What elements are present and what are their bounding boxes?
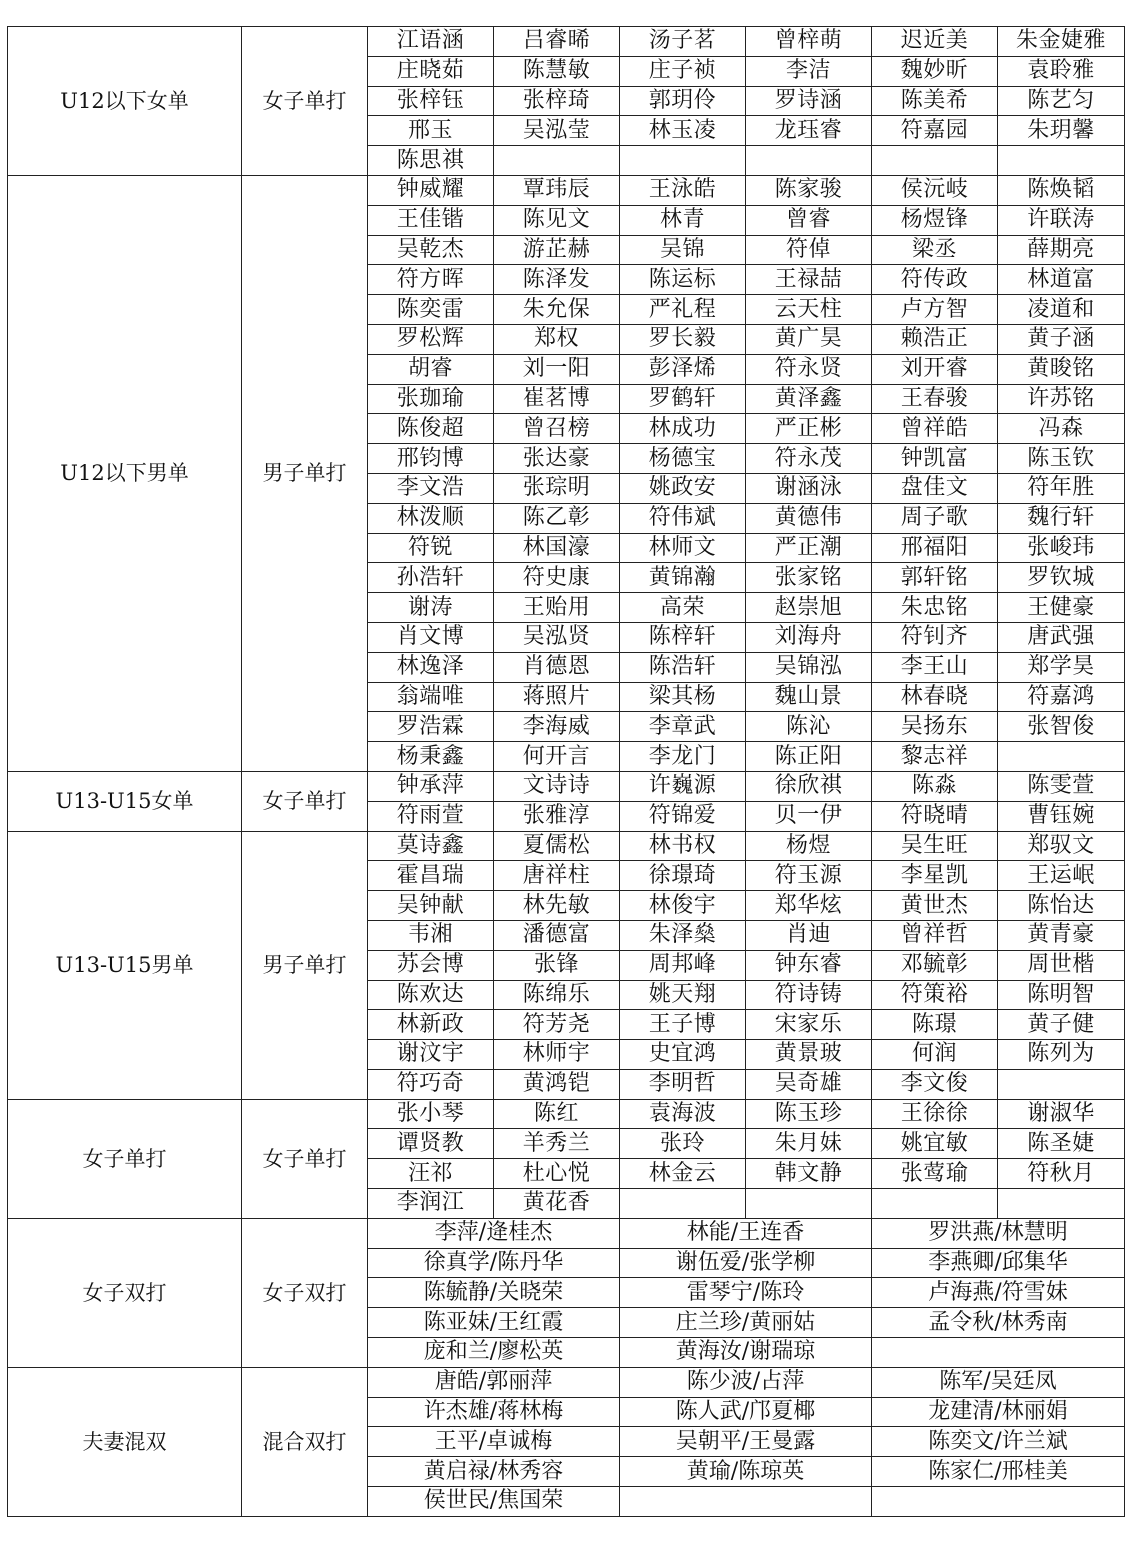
event-label: 混合双打 xyxy=(242,1367,368,1516)
player-cell: 林成功 xyxy=(620,414,746,444)
player-cell xyxy=(872,146,998,176)
event-label: 女子双打 xyxy=(242,1218,368,1367)
player-cell: 卢方智 xyxy=(872,295,998,325)
player-cell: 李王山 xyxy=(872,652,998,682)
player-cell: 周子歌 xyxy=(872,503,998,533)
pair-cell: 李燕卿/邱集华 xyxy=(872,1248,1125,1278)
player-cell: 黎志祥 xyxy=(872,742,998,772)
player-cell: 吴泓莹 xyxy=(494,116,620,146)
player-cell: 姚天翔 xyxy=(620,980,746,1010)
player-cell: 杨秉鑫 xyxy=(368,742,494,772)
pair-cell: 陈军/吴廷凤 xyxy=(872,1367,1125,1397)
player-cell: 林春晓 xyxy=(872,682,998,712)
player-cell: 张家铭 xyxy=(746,563,872,593)
player-cell: 陈艺匀 xyxy=(998,86,1125,116)
player-cell: 李洁 xyxy=(746,56,872,86)
group-label: 女子双打 xyxy=(8,1218,242,1367)
pair-cell: 陈亚妹/王红霞 xyxy=(368,1308,620,1338)
player-cell: 肖迪 xyxy=(746,920,872,950)
player-cell: 郑学昊 xyxy=(998,652,1125,682)
player-cell: 陈俊超 xyxy=(368,414,494,444)
player-cell: 谢涵泳 xyxy=(746,473,872,503)
player-cell: 陈思祺 xyxy=(368,146,494,176)
player-cell: 陈明智 xyxy=(998,980,1125,1010)
pair-cell: 李萍/逄桂杰 xyxy=(368,1218,620,1248)
player-cell: 陈美希 xyxy=(872,86,998,116)
player-cell: 林国濠 xyxy=(494,533,620,563)
player-cell: 郑华炫 xyxy=(746,891,872,921)
pair-cell: 陈毓静/关晓荣 xyxy=(368,1278,620,1308)
player-cell: 杨煜 xyxy=(746,831,872,861)
player-cell: 李文浩 xyxy=(368,473,494,503)
player-cell: 陈乙彰 xyxy=(494,503,620,533)
pair-cell: 罗洪燕/林慧明 xyxy=(872,1218,1125,1248)
player-cell: 梁其杨 xyxy=(620,682,746,712)
pair-cell: 陈人武/邝夏椰 xyxy=(620,1397,872,1427)
player-cell: 朱月妹 xyxy=(746,1129,872,1159)
player-cell: 李章武 xyxy=(620,712,746,742)
pair-cell: 林能/王连香 xyxy=(620,1218,872,1248)
player-cell: 符秋月 xyxy=(998,1159,1125,1189)
player-cell: 符嘉园 xyxy=(872,116,998,146)
event-label: 女子单打 xyxy=(242,771,368,831)
player-cell: 林师宇 xyxy=(494,1040,620,1070)
player-cell: 邓毓彰 xyxy=(872,950,998,980)
player-cell xyxy=(998,1189,1125,1219)
group-label: U13-U15男单 xyxy=(8,831,242,1099)
player-cell: 王子博 xyxy=(620,1010,746,1040)
player-cell: 韩文静 xyxy=(746,1159,872,1189)
player-cell: 张琮明 xyxy=(494,473,620,503)
player-cell: 黄景玻 xyxy=(746,1040,872,1070)
player-cell: 黄锦瀚 xyxy=(620,563,746,593)
player-cell: 张玲 xyxy=(620,1129,746,1159)
player-cell: 严礼程 xyxy=(620,295,746,325)
player-cell: 陈璟 xyxy=(872,1010,998,1040)
player-cell: 唐武强 xyxy=(998,622,1125,652)
event-label: 女子单打 xyxy=(242,1099,368,1218)
player-cell: 唐祥柱 xyxy=(494,861,620,891)
player-cell: 陈欢达 xyxy=(368,980,494,1010)
player-cell: 张莺瑜 xyxy=(872,1159,998,1189)
player-cell: 符巧奇 xyxy=(368,1069,494,1099)
roster-body xyxy=(8,27,1125,1517)
player-cell: 林先敏 xyxy=(494,891,620,921)
player-cell xyxy=(998,1069,1125,1099)
player-cell: 梁丞 xyxy=(872,235,998,265)
pair-cell: 孟令秋/林秀南 xyxy=(872,1308,1125,1338)
player-cell: 胡睿 xyxy=(368,354,494,384)
player-cell: 陈沁 xyxy=(746,712,872,742)
pair-cell xyxy=(620,1487,872,1517)
player-cell: 符传政 xyxy=(872,265,998,295)
player-cell: 盘佳文 xyxy=(872,473,998,503)
pair-cell: 唐皓/郭丽萍 xyxy=(368,1367,620,1397)
player-cell: 黄花香 xyxy=(494,1189,620,1219)
player-cell: 徐欣祺 xyxy=(746,771,872,801)
table-row xyxy=(8,831,1125,861)
player-cell: 庄子祯 xyxy=(620,56,746,86)
player-cell: 谢汶宇 xyxy=(368,1040,494,1070)
player-cell: 夏儒松 xyxy=(494,831,620,861)
player-cell: 黄鸿铠 xyxy=(494,1069,620,1099)
pair-cell xyxy=(872,1487,1125,1517)
player-cell: 曾祥皓 xyxy=(872,414,998,444)
player-cell: 高荣 xyxy=(620,593,746,623)
player-cell: 邢钧博 xyxy=(368,444,494,474)
player-cell: 邢福阳 xyxy=(872,533,998,563)
player-cell: 许巍源 xyxy=(620,771,746,801)
player-cell: 冯森 xyxy=(998,414,1125,444)
player-cell: 郭玥伶 xyxy=(620,86,746,116)
player-cell: 符晓晴 xyxy=(872,801,998,831)
pair-cell: 庄兰珍/黄丽姑 xyxy=(620,1308,872,1338)
player-cell: 黄广昊 xyxy=(746,324,872,354)
player-cell: 李润江 xyxy=(368,1189,494,1219)
player-cell: 彭泽烯 xyxy=(620,354,746,384)
player-cell: 陈慧敏 xyxy=(494,56,620,86)
player-cell: 李星凯 xyxy=(872,861,998,891)
player-cell: 符倬 xyxy=(746,235,872,265)
player-cell: 吕睿晞 xyxy=(494,27,620,57)
player-cell: 袁海波 xyxy=(620,1099,746,1129)
player-cell: 吴奇雄 xyxy=(746,1069,872,1099)
player-cell: 张智俊 xyxy=(998,712,1125,742)
pair-cell: 黄海汝/谢瑞琼 xyxy=(620,1338,872,1368)
player-cell: 陈焕韬 xyxy=(998,175,1125,205)
player-cell: 翁端唯 xyxy=(368,682,494,712)
player-cell: 杨德宝 xyxy=(620,444,746,474)
pair-cell: 龙建清/林丽娟 xyxy=(872,1397,1125,1427)
table-row xyxy=(8,27,1125,57)
player-cell: 黄世杰 xyxy=(872,891,998,921)
group-label: U13-U15女单 xyxy=(8,771,242,831)
player-cell: 林逸泽 xyxy=(368,652,494,682)
player-cell: 张小琴 xyxy=(368,1099,494,1129)
player-cell: 钟凯富 xyxy=(872,444,998,474)
pair-cell: 黄瑜/陈琼英 xyxy=(620,1457,872,1487)
player-cell: 何开言 xyxy=(494,742,620,772)
player-cell: 符雨萱 xyxy=(368,801,494,831)
event-label: 女子单打 xyxy=(242,27,368,176)
player-cell: 符芳尧 xyxy=(494,1010,620,1040)
player-cell: 吴泓贤 xyxy=(494,622,620,652)
player-cell: 庄晓茹 xyxy=(368,56,494,86)
player-cell: 林泼顺 xyxy=(368,503,494,533)
player-cell: 赖浩正 xyxy=(872,324,998,354)
player-cell: 江语涵 xyxy=(368,27,494,57)
table-row xyxy=(8,1099,1125,1129)
player-cell xyxy=(620,1189,746,1219)
player-cell: 符钊齐 xyxy=(872,622,998,652)
player-cell: 姚宜敏 xyxy=(872,1129,998,1159)
player-cell: 陈淼 xyxy=(872,771,998,801)
player-cell: 吴锦泓 xyxy=(746,652,872,682)
player-cell: 许联涛 xyxy=(998,205,1125,235)
player-cell: 李海威 xyxy=(494,712,620,742)
player-cell: 黄泽鑫 xyxy=(746,384,872,414)
pair-cell: 雷琴宁/陈玲 xyxy=(620,1278,872,1308)
pair-cell: 陈家仁/邢桂美 xyxy=(872,1457,1125,1487)
player-cell: 魏行轩 xyxy=(998,503,1125,533)
player-cell: 云天柱 xyxy=(746,295,872,325)
player-cell: 史宜鸿 xyxy=(620,1040,746,1070)
player-cell: 游芷赫 xyxy=(494,235,620,265)
player-cell: 崔茗博 xyxy=(494,384,620,414)
player-cell: 符锐 xyxy=(368,533,494,563)
player-cell: 陈浩轩 xyxy=(620,652,746,682)
player-cell xyxy=(746,146,872,176)
player-cell: 孙浩轩 xyxy=(368,563,494,593)
pair-cell: 卢海燕/符雪妹 xyxy=(872,1278,1125,1308)
player-cell: 符策裕 xyxy=(872,980,998,1010)
player-cell: 张雅淳 xyxy=(494,801,620,831)
player-cell: 姚政安 xyxy=(620,473,746,503)
player-cell: 王佳锴 xyxy=(368,205,494,235)
player-cell: 曹钰婉 xyxy=(998,801,1125,831)
player-cell: 张梓琦 xyxy=(494,86,620,116)
player-cell: 陈玉珍 xyxy=(746,1099,872,1129)
player-cell: 符年胜 xyxy=(998,473,1125,503)
pair-cell: 吴朝平/王曼露 xyxy=(620,1427,872,1457)
player-cell: 刘海舟 xyxy=(746,622,872,652)
player-cell: 汤子茗 xyxy=(620,27,746,57)
player-cell: 宋家乐 xyxy=(746,1010,872,1040)
player-cell: 罗诗涵 xyxy=(746,86,872,116)
player-cell: 陈泽发 xyxy=(494,265,620,295)
player-cell: 符嘉鸿 xyxy=(998,682,1125,712)
player-cell: 汪祁 xyxy=(368,1159,494,1189)
player-cell: 林师文 xyxy=(620,533,746,563)
table-row xyxy=(8,1218,1125,1248)
event-label: 男子单打 xyxy=(242,831,368,1099)
player-cell: 陈绵乐 xyxy=(494,980,620,1010)
player-cell: 王运岷 xyxy=(998,861,1125,891)
player-cell: 符永茂 xyxy=(746,444,872,474)
player-cell: 林新政 xyxy=(368,1010,494,1040)
player-cell: 林道富 xyxy=(998,265,1125,295)
player-cell: 龙珏睿 xyxy=(746,116,872,146)
player-cell: 王徐徐 xyxy=(872,1099,998,1129)
player-cell: 符玉源 xyxy=(746,861,872,891)
player-cell: 苏会博 xyxy=(368,950,494,980)
player-cell: 张锋 xyxy=(494,950,620,980)
player-cell: 黄子健 xyxy=(998,1010,1125,1040)
pair-cell: 王平/卓诚梅 xyxy=(368,1427,620,1457)
player-cell: 罗松辉 xyxy=(368,324,494,354)
player-cell xyxy=(872,1189,998,1219)
player-cell: 林玉凌 xyxy=(620,116,746,146)
event-label: 男子单打 xyxy=(242,175,368,771)
player-cell: 迟近美 xyxy=(872,27,998,57)
player-cell: 郑权 xyxy=(494,324,620,354)
group-label: U12以下男单 xyxy=(8,175,242,771)
player-cell: 吴生旺 xyxy=(872,831,998,861)
pair-cell: 谢伍爱/张学柳 xyxy=(620,1248,872,1278)
player-cell: 羊秀兰 xyxy=(494,1129,620,1159)
player-cell: 严正潮 xyxy=(746,533,872,563)
player-cell: 罗钦城 xyxy=(998,563,1125,593)
player-cell: 吴钟献 xyxy=(368,891,494,921)
pair-cell: 黄启禄/林秀容 xyxy=(368,1457,620,1487)
player-cell: 郑驭文 xyxy=(998,831,1125,861)
player-cell: 蒋照片 xyxy=(494,682,620,712)
player-cell: 肖文博 xyxy=(368,622,494,652)
player-cell: 袁聆雅 xyxy=(998,56,1125,86)
player-cell: 朱金婕雅 xyxy=(998,27,1125,57)
group-label: 夫妻混双 xyxy=(8,1367,242,1516)
pair-cell: 侯世民/焦国荣 xyxy=(368,1487,620,1517)
player-cell: 张峻玮 xyxy=(998,533,1125,563)
player-cell: 霍昌瑞 xyxy=(368,861,494,891)
player-cell: 朱允保 xyxy=(494,295,620,325)
group-label: U12以下女单 xyxy=(8,27,242,176)
player-cell: 魏山景 xyxy=(746,682,872,712)
player-cell: 李明哲 xyxy=(620,1069,746,1099)
player-cell: 黄德伟 xyxy=(746,503,872,533)
player-cell: 黄青豪 xyxy=(998,920,1125,950)
player-cell: 罗长毅 xyxy=(620,324,746,354)
player-cell: 符锦爱 xyxy=(620,801,746,831)
player-cell: 陈怡达 xyxy=(998,891,1125,921)
player-cell xyxy=(998,146,1125,176)
player-cell: 周世楷 xyxy=(998,950,1125,980)
player-cell: 陈见文 xyxy=(494,205,620,235)
player-cell: 凌道和 xyxy=(998,295,1125,325)
player-cell: 陈家骏 xyxy=(746,175,872,205)
table-row xyxy=(8,175,1125,205)
player-cell: 肖德恩 xyxy=(494,652,620,682)
player-cell: 黄子涵 xyxy=(998,324,1125,354)
player-cell: 曾祥哲 xyxy=(872,920,998,950)
player-cell: 周邦峰 xyxy=(620,950,746,980)
roster-table xyxy=(7,26,1125,1517)
player-cell: 王禄喆 xyxy=(746,265,872,295)
player-cell: 文诗诗 xyxy=(494,771,620,801)
player-cell xyxy=(620,146,746,176)
pair-cell: 陈少波/占萍 xyxy=(620,1367,872,1397)
player-cell xyxy=(494,146,620,176)
player-cell: 陈正阳 xyxy=(746,742,872,772)
player-cell: 陈运标 xyxy=(620,265,746,295)
player-cell: 邢玉 xyxy=(368,116,494,146)
player-cell: 黄晙铭 xyxy=(998,354,1125,384)
player-cell: 谢淑华 xyxy=(998,1099,1125,1129)
player-cell: 吴锦 xyxy=(620,235,746,265)
player-cell: 张梓钰 xyxy=(368,86,494,116)
player-cell: 韦湘 xyxy=(368,920,494,950)
player-cell: 谭贤教 xyxy=(368,1129,494,1159)
player-cell: 陈梓轩 xyxy=(620,622,746,652)
player-cell: 侯沅岐 xyxy=(872,175,998,205)
player-cell xyxy=(998,742,1125,772)
player-cell: 王春骏 xyxy=(872,384,998,414)
player-cell: 林青 xyxy=(620,205,746,235)
player-cell: 贝一伊 xyxy=(746,801,872,831)
player-cell: 朱泽燊 xyxy=(620,920,746,950)
player-cell: 曾睿 xyxy=(746,205,872,235)
player-cell: 王健豪 xyxy=(998,593,1125,623)
player-cell: 陈玉钦 xyxy=(998,444,1125,474)
player-cell: 许苏铭 xyxy=(998,384,1125,414)
player-cell: 魏妙昕 xyxy=(872,56,998,86)
player-cell: 符伟斌 xyxy=(620,503,746,533)
player-cell: 罗浩霖 xyxy=(368,712,494,742)
player-cell: 吴扬东 xyxy=(872,712,998,742)
pair-cell: 徐真学/陈丹华 xyxy=(368,1248,620,1278)
player-cell: 朱忠铭 xyxy=(872,593,998,623)
pair-cell xyxy=(872,1338,1125,1368)
player-cell: 符史康 xyxy=(494,563,620,593)
player-cell: 钟承萍 xyxy=(368,771,494,801)
player-cell: 符诗铸 xyxy=(746,980,872,1010)
player-cell: 覃玮辰 xyxy=(494,175,620,205)
player-cell xyxy=(746,1189,872,1219)
player-cell: 赵崇旭 xyxy=(746,593,872,623)
player-cell: 林俊宇 xyxy=(620,891,746,921)
player-cell: 薛期亮 xyxy=(998,235,1125,265)
group-label: 女子单打 xyxy=(8,1099,242,1218)
player-cell: 林书权 xyxy=(620,831,746,861)
player-cell: 林金云 xyxy=(620,1159,746,1189)
pair-cell: 陈奕文/许兰斌 xyxy=(872,1427,1125,1457)
player-cell: 陈圣婕 xyxy=(998,1129,1125,1159)
player-cell: 罗鹤轩 xyxy=(620,384,746,414)
table-row xyxy=(8,771,1125,801)
player-cell: 张珈瑜 xyxy=(368,384,494,414)
player-cell: 谢涛 xyxy=(368,593,494,623)
player-cell: 朱玥馨 xyxy=(998,116,1125,146)
player-cell: 杨煜锋 xyxy=(872,205,998,235)
player-cell: 陈雯萱 xyxy=(998,771,1125,801)
player-cell: 李龙门 xyxy=(620,742,746,772)
player-cell: 何润 xyxy=(872,1040,998,1070)
player-cell: 王贻用 xyxy=(494,593,620,623)
player-cell: 陈红 xyxy=(494,1099,620,1129)
player-cell: 符方晖 xyxy=(368,265,494,295)
player-cell: 张达豪 xyxy=(494,444,620,474)
player-cell: 杜心悦 xyxy=(494,1159,620,1189)
player-cell: 李文俊 xyxy=(872,1069,998,1099)
player-cell: 符永贤 xyxy=(746,354,872,384)
player-cell: 钟东睿 xyxy=(746,950,872,980)
player-cell: 陈列为 xyxy=(998,1040,1125,1070)
player-cell: 陈奕雷 xyxy=(368,295,494,325)
player-cell: 曾梓萌 xyxy=(746,27,872,57)
player-cell: 严正彬 xyxy=(746,414,872,444)
player-cell: 吴乾杰 xyxy=(368,235,494,265)
table-row xyxy=(8,1367,1125,1397)
pair-cell: 许杰雄/蒋林梅 xyxy=(368,1397,620,1427)
player-cell: 钟威耀 xyxy=(368,175,494,205)
player-cell: 郭轩铭 xyxy=(872,563,998,593)
player-cell: 曾召榜 xyxy=(494,414,620,444)
player-cell: 徐璟琦 xyxy=(620,861,746,891)
player-cell: 潘德富 xyxy=(494,920,620,950)
player-cell: 莫诗鑫 xyxy=(368,831,494,861)
player-cell: 王泳皓 xyxy=(620,175,746,205)
player-cell: 刘一阳 xyxy=(494,354,620,384)
player-cell: 刘开睿 xyxy=(872,354,998,384)
pair-cell: 庞和兰/廖松英 xyxy=(368,1338,620,1368)
